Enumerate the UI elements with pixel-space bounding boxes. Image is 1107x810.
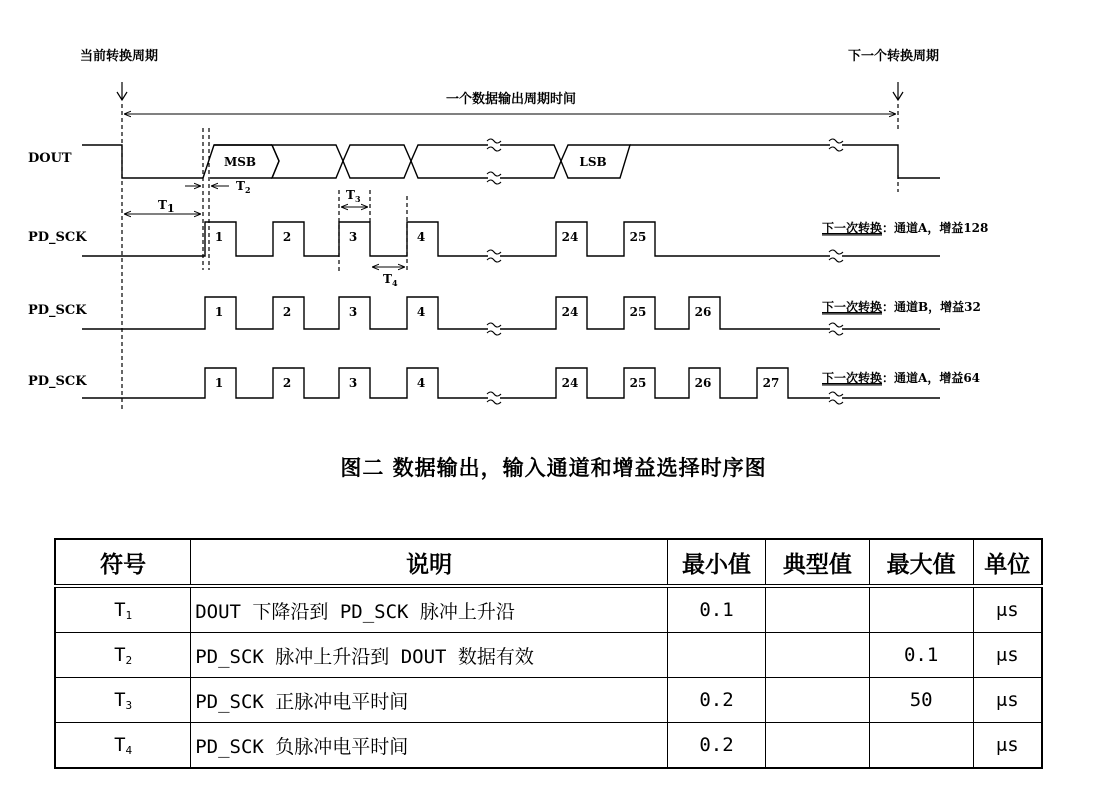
pd-sck-pulse-label: 24	[561, 376, 579, 390]
max-cell: 50	[869, 678, 973, 723]
current-cycle-label: 当前转换周期	[80, 49, 159, 64]
pd-sck-pulse-label: 2	[282, 376, 292, 390]
signal-name-pd-sck-3: PD_SCK	[28, 374, 87, 389]
symbol-cell: $T_2$	[55, 633, 191, 678]
signal-name-dout: DOUT	[28, 151, 72, 166]
max-cell	[869, 723, 973, 769]
typical-cell	[765, 586, 869, 633]
min-cell: 0.2	[668, 678, 766, 723]
description-cell: PD_SCK 正脉冲电平时间	[191, 678, 668, 723]
header-unit: 单位	[973, 539, 1042, 586]
output-period-label: 一个数据输出周期时间	[445, 92, 577, 107]
description-cell: PD_SCK 负脉冲电平时间	[191, 723, 668, 769]
pd-sck-pulse-label: 25	[629, 305, 647, 319]
pd-sck-waveforms	[82, 222, 940, 404]
pd-sck-pulse-label: 4	[416, 305, 426, 319]
lsb-label: LSB	[579, 155, 607, 169]
max-cell	[869, 586, 973, 633]
unit-cell: μs	[973, 586, 1042, 633]
next-conversion-note-3: 下一次转换：通道A，增益64	[822, 371, 981, 385]
unit-cell: μs	[973, 723, 1042, 769]
max-cell: 0.1	[869, 633, 973, 678]
guide-lines	[122, 104, 898, 412]
next-cycle-label: 下一个转换周期	[848, 49, 940, 64]
pd-sck-pulse-label: 26	[694, 376, 712, 390]
min-cell	[668, 633, 766, 678]
pd-sck-break-mark	[487, 392, 501, 404]
pd-sck-pulse-label: 2	[282, 305, 292, 319]
pd-sck-line-segment	[500, 222, 830, 256]
min-cell: 0.1	[668, 586, 766, 633]
table-row	[55, 678, 1042, 723]
current-cycle-arrow	[117, 82, 127, 100]
pd-sck-pulse-label: 24	[561, 305, 579, 319]
symbol-cell: $T_3$	[55, 678, 191, 723]
table-header-row	[55, 539, 1042, 586]
next-cycle-arrow	[893, 82, 903, 100]
pd-sck-pulse-label: 3	[348, 376, 358, 390]
pd-sck-break-mark	[487, 323, 501, 335]
pd-sck-pulse-label: 1	[214, 305, 224, 319]
dout-waveform	[82, 145, 940, 178]
symbol-cell: $T_1$	[55, 586, 191, 633]
pd-sck-break-mark	[829, 250, 843, 262]
pd-sck-pulse-label: 4	[416, 230, 426, 244]
description-cell: PD_SCK 脉冲上升沿到 DOUT 数据有效	[191, 633, 668, 678]
unit-cell: μs	[973, 633, 1042, 678]
next-conversion-note-1: 下一次转换：通道A，增益128	[822, 221, 989, 235]
timing-spec-table	[54, 538, 1043, 769]
pd-sck-pulse-label: 3	[348, 305, 358, 319]
pd-sck-pulse-label: 25	[629, 376, 647, 390]
header-min: 最小值	[668, 539, 766, 586]
signal-name-pd-sck-1: PD_SCK	[28, 230, 87, 245]
msb-label: MSB	[223, 155, 257, 169]
dout-break-marks	[487, 139, 843, 184]
typical-cell	[765, 723, 869, 769]
unit-cell: μs	[973, 678, 1042, 723]
description-cell: DOUT 下降沿到 PD_SCK 脉冲上升沿	[191, 586, 668, 633]
pd-sck-line-segment	[500, 368, 830, 398]
header-symbol: 符号	[55, 539, 191, 586]
pd-sck-pulse-label: 1	[214, 230, 224, 244]
pd-sck-pulse-label: 1	[214, 376, 224, 390]
pd-sck-break-mark	[829, 392, 843, 404]
t4-label: $T_4$	[383, 272, 398, 288]
table-row	[55, 586, 1042, 633]
header-max: 最大值	[869, 539, 973, 586]
t3-label: $T_3$	[346, 188, 361, 204]
table-row	[55, 723, 1042, 769]
pd-sck-break-mark	[487, 250, 501, 262]
symbol-cell: $T_4$	[55, 723, 191, 769]
pd-sck-pulse-label: 2	[282, 230, 292, 244]
typical-cell	[765, 633, 869, 678]
pd-sck-pulse-label: 27	[762, 376, 780, 390]
signal-name-pd-sck-2: PD_SCK	[28, 303, 87, 318]
figure-caption: 图二 数据输出，输入通道和增益选择时序图	[340, 456, 767, 480]
typical-cell	[765, 678, 869, 723]
pd-sck-line-segment	[500, 297, 830, 329]
t2-label: $T_2$	[236, 179, 251, 195]
pd-sck-break-mark	[829, 323, 843, 335]
min-cell: 0.2	[668, 723, 766, 769]
header-description: 说明	[191, 539, 668, 586]
table-row	[55, 633, 1042, 678]
pd-sck-pulse-label: 24	[561, 230, 579, 244]
pd-sck-pulse-label: 25	[629, 230, 647, 244]
pd-sck-pulse-label: 26	[694, 305, 712, 319]
header-typical: 典型值	[765, 539, 869, 586]
next-conversion-note-2: 下一次转换：通道B，增益32	[822, 300, 981, 314]
pd-sck-pulse-label: 3	[348, 230, 358, 244]
t1-label: T1	[158, 198, 175, 215]
pd-sck-pulse-label: 4	[416, 376, 426, 390]
